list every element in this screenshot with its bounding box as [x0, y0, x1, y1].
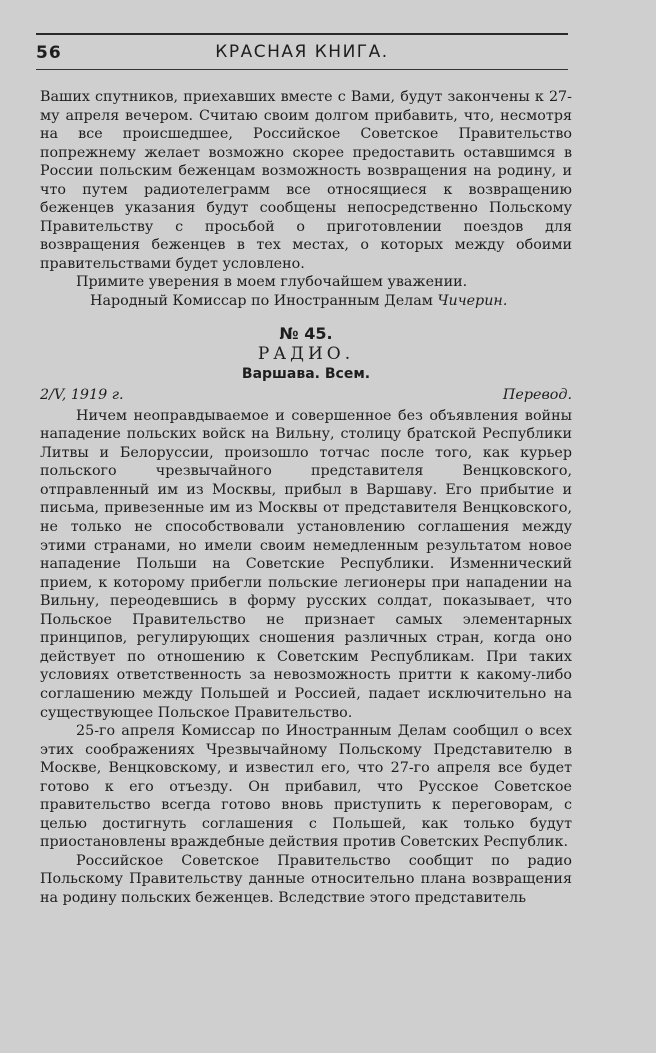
page-header — [36, 40, 568, 66]
paragraph: 25-го апреля Комиссар по Иностранным Делам сообщил о всех этих соображениях Чрезвычайному Польскому Представителю в Москве, Венцковскому, и известил его, что 27-го апреля все будет готово к его отъезду. Он прибавил, что Русское Советское правительство всегда готово вновь приступить к переговорам, с целью достигнуть соглашения с Польшей, как только будут приостановлены враждебные действия против Советских Республик. — [40, 723, 572, 851]
translation-note: Перевод. — [502, 387, 572, 404]
paragraph-continuation: Ваших спутников, приехавших вместе с Вами, будут закончены к 27-му апреля вечером. Считаю своим долгом прибавить, что, несмотря на все происшедшее, Российское Советское Правительство попрежнему желает возможно скорее предоставить оставшимся в России польским беженцам возможность возвращения на родину, и что путем радиотелеграмм все относящиеся к возвращению беженцев указания будут сообщены непосредственно Польскому Правительству с просьбой о приготовлении поездов для возвращения беженцев в тех местах, о которых между обоими правительствами будет условлено. — [40, 89, 572, 272]
paragraph: Ничем неоправдываемое и совершенное без объявления войны нападение польских войск на Вильну, столицу братской Республики Литвы и Белоруссии, произошло тотчас после того, как курьер польского чрезвычайного представителя Венцковского, отправленный им из Москвы, прибыл в Варшаву. Его прибытие и письма, привезенные им из Москвы от представителя Венцковского, не только не способствовали установлению соглашения между этими странами, но имели своим немедленным результатом новое нападение Польши на Советские Республики. Изменнический прием, к которому прибегли польские легионеры при нападении на Вильну, переодевшись в форму русских солдат, показывает, что Польское Правительство не признает самых элементарных принципов, регулирующих сношения различных стран, когда оно действует по отношению к Советским Республикам. При таких условиях ответственность за невозможность притти к какому-либо соглашению между Польшей и Россией, падает исключительно на существующее Польское Правительство. — [40, 407, 572, 721]
page-number: 56 — [36, 43, 62, 63]
body-text — [40, 88, 572, 908]
document-date: 2/V, 1919 г. — [40, 387, 124, 404]
document-address: Варшава. Всем. — [241, 365, 371, 382]
running-title: КРАСНАЯ КНИГА. — [215, 42, 389, 62]
document-number: № 45. — [279, 323, 333, 343]
closing-paragraph: Примите уверения в моем глубочайшем уважении. — [76, 274, 468, 291]
paragraph: Российское Советское Правительство сообщит по радио Польскому Правительству данные относительно плана возвращения на родину польских беженцев. Вследствие этого представитель — [40, 852, 572, 906]
dateline — [40, 386, 572, 405]
signature-line — [40, 292, 572, 311]
document-type: РАДИО. — [257, 344, 355, 365]
header-rule — [36, 69, 568, 70]
signature-title: Народный Комиссар по Иностранным Делам — [90, 293, 433, 310]
signature-name: Чичерин. — [437, 293, 508, 310]
top-rule — [36, 33, 568, 35]
